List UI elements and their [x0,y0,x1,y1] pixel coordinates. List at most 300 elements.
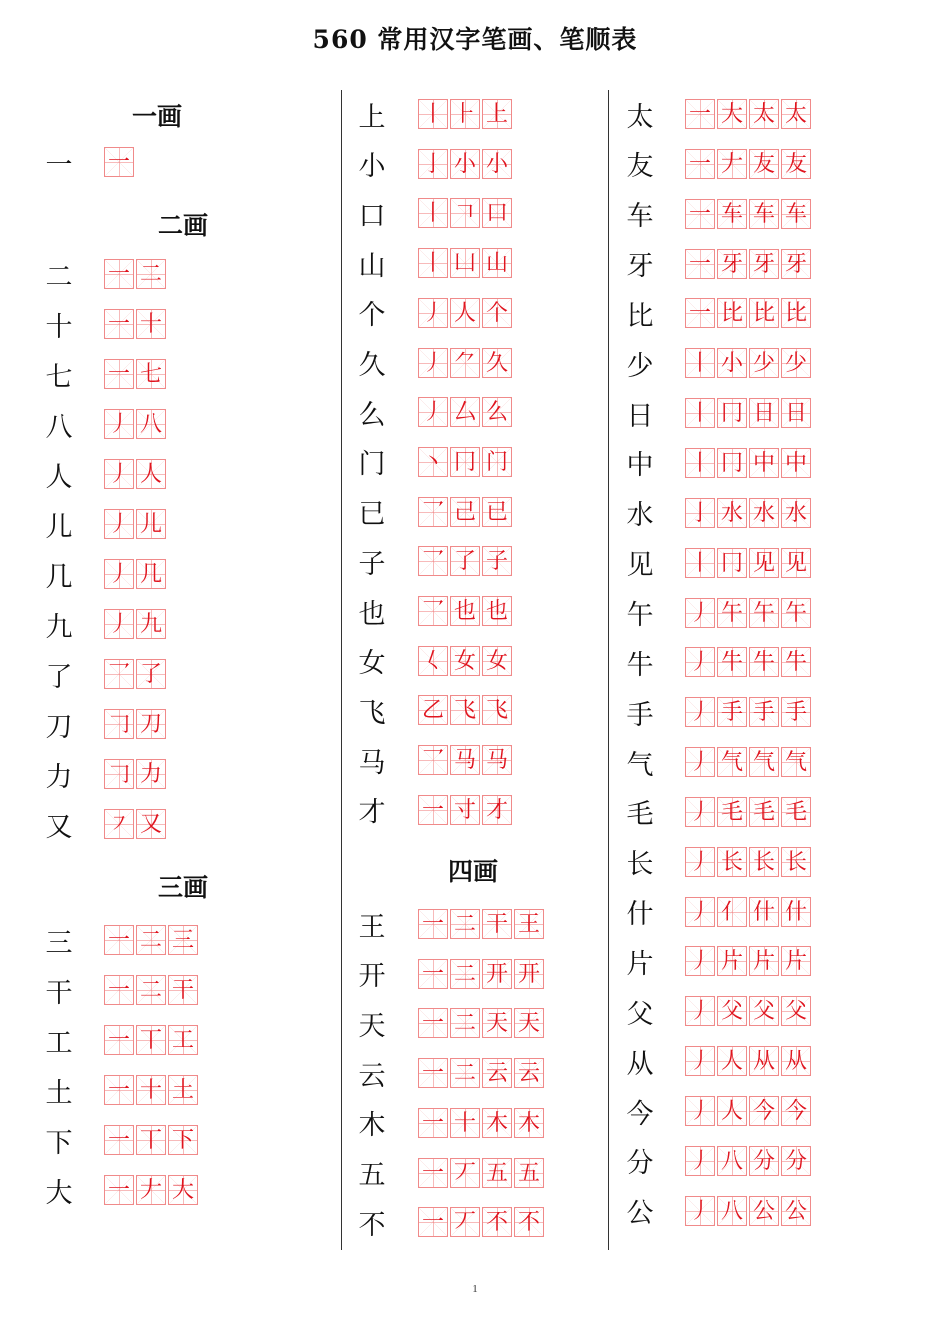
stroke-grid-box [104,1175,134,1205]
stroke-step-glyph: 二 [453,1061,476,1087]
stroke-step-glyph: 才 [485,797,508,823]
stroke-grid-box [450,497,480,527]
stroke-order-sequence [418,909,544,939]
stroke-grid-box [450,99,480,129]
stroke-step-glyph: 车 [720,201,743,227]
stroke-grid-box [781,348,811,378]
stroke-grid-box [418,1207,448,1237]
character-row [42,252,166,296]
stroke-step-glyph: 丨 [688,351,711,377]
hanzi-character: 口 [358,200,386,232]
character-row [355,390,512,434]
stroke-step-glyph: 又 [139,812,162,837]
stroke-grid-box [104,1025,134,1055]
stroke-grid-box [781,1046,811,1076]
stroke-grid-box [685,797,715,827]
hanzi-character: 子 [358,548,386,580]
stroke-grid-box [104,975,134,1005]
character-row [355,1151,544,1195]
stroke-grid-box [685,398,715,428]
stroke-grid-box [482,695,512,725]
stroke-step-glyph: 已 [485,499,508,525]
stroke-grid-box [450,1207,480,1237]
character-row [623,391,811,435]
stroke-step-glyph: 丶 [421,449,444,475]
stroke-grid-box [418,397,448,427]
stroke-grid-box [136,559,166,589]
hanzi-character: 马 [358,747,386,779]
character-row [42,502,166,546]
hanzi-character: 门 [358,449,386,481]
stroke-step-glyph: 午 [720,600,743,626]
character-row [623,341,811,385]
stroke-grid-box [717,149,747,179]
stroke-grid-box [104,459,134,489]
stroke-step-glyph: 一 [688,201,711,227]
stroke-step-glyph: 丿 [688,650,711,676]
stroke-order-sequence [685,697,811,727]
stroke-grid-box [482,497,512,527]
hanzi-character: 干 [45,977,73,1009]
stroke-step-glyph: 三 [171,928,194,953]
stroke-grid-box [136,1125,166,1155]
hanzi-character: 分 [626,1148,654,1180]
stroke-step-glyph: 丿 [107,412,130,437]
stroke-grid-box [418,248,448,278]
stroke-step-glyph: 中 [784,450,807,476]
stroke-step-glyph: 长 [784,849,807,875]
stroke-grid-box [104,709,134,739]
stroke-grid-box [749,996,779,1026]
stroke-step-glyph: 冂 [720,401,743,427]
stroke-grid-box [781,498,811,528]
stroke-grid-box [450,646,480,676]
stroke-step-glyph: 丿 [688,949,711,975]
character-row [623,1089,811,1133]
stroke-step-glyph: 午 [752,600,775,626]
stroke-order-sequence [418,298,512,328]
stroke-grid-box [418,447,448,477]
hanzi-character: 见 [626,550,654,582]
hanzi-character: 公 [626,1198,654,1230]
stroke-step-glyph: 气 [720,750,743,776]
stroke-step-glyph: 友 [752,151,775,177]
stroke-step-glyph: 女 [453,648,476,674]
hanzi-character: 手 [626,699,654,731]
stroke-step-glyph: 丿 [421,350,444,376]
stroke-step-glyph: 父 [720,999,743,1025]
stroke-step-glyph: 父 [752,999,775,1025]
hanzi-character: 了 [45,661,73,693]
stroke-grid-box [418,298,448,328]
stroke-order-sequence [104,759,166,789]
stroke-step-glyph: 牛 [752,650,775,676]
stroke-grid-box [717,348,747,378]
stroke-order-sequence [418,959,544,989]
stroke-step-glyph: 分 [784,1148,807,1174]
stroke-grid-box [749,1196,779,1226]
stroke-grid-box [781,99,811,129]
stroke-order-sequence [418,1058,544,1088]
stroke-order-sequence [418,596,512,626]
stroke-step-glyph: 亻 [720,899,743,925]
stroke-step-glyph: 开 [517,961,540,987]
stroke-grid-box [168,1125,198,1155]
stroke-step-glyph: 寸 [453,797,476,823]
stroke-grid-box [749,598,779,628]
stroke-grid-box [781,1196,811,1226]
stroke-order-sequence [104,359,166,389]
stroke-step-glyph: ⺈ [453,350,476,376]
stroke-step-glyph: 人 [720,1099,743,1124]
hanzi-character: 中 [626,450,654,482]
stroke-grid-box [781,847,811,877]
character-row [355,688,512,732]
stroke-step-glyph: 片 [752,949,775,975]
stroke-order-sequence [104,709,166,739]
stroke-grid-box [168,1075,198,1105]
stroke-grid-box [104,147,134,177]
stroke-grid-box [781,897,811,927]
hanzi-character: 才 [358,797,386,829]
stroke-step-glyph: 丿 [688,1099,711,1124]
stroke-grid-box [749,448,779,478]
stroke-step-glyph: 日 [752,401,775,427]
hanzi-character: 水 [626,500,654,532]
stroke-grid-box [514,1108,544,1138]
hanzi-character: 五 [358,1160,386,1191]
stroke-step-glyph: 乛 [421,748,444,774]
stroke-step-glyph: 什 [784,899,807,925]
stroke-step-glyph: 分 [752,1148,775,1174]
stroke-grid-box [685,448,715,478]
hanzi-character: 山 [358,250,386,282]
character-row [623,1189,811,1233]
stroke-step-glyph: 长 [752,849,775,875]
stroke-order-sequence [685,797,811,827]
hanzi-character: 从 [626,1048,654,1080]
character-row [42,1018,198,1062]
stroke-grid-box [136,925,166,955]
stroke-step-glyph: 公 [784,1198,807,1224]
stroke-grid-box [450,546,480,576]
stroke-order-sequence [104,409,166,439]
stroke-grid-box [104,559,134,589]
stroke-order-sequence [685,298,811,328]
stroke-step-glyph: 𡿨 [421,648,444,674]
stroke-step-glyph: 也 [453,599,476,624]
stroke-grid-box [685,348,715,378]
stroke-step-glyph: 丨 [421,102,444,127]
stroke-grid-box [104,759,134,789]
stroke-grid-box [685,946,715,976]
stroke-step-glyph: 一 [107,1028,130,1053]
stroke-grid-box [418,646,448,676]
stroke-order-sequence [104,925,198,955]
hanzi-character: 一 [45,149,73,181]
stroke-grid-box [685,897,715,927]
stroke-grid-box [136,409,166,439]
hanzi-character: 太 [626,101,654,133]
stroke-order-sequence [418,795,512,825]
character-row [42,1118,198,1162]
stroke-grid-box [136,459,166,489]
stroke-step-glyph: 比 [720,301,743,327]
stroke-grid-box [717,1046,747,1076]
stroke-step-glyph: 八 [139,412,162,437]
stroke-step-glyph: 乛 [421,549,444,575]
character-row [42,402,166,446]
stroke-grid-box [418,546,448,576]
stroke-grid-box [450,447,480,477]
hanzi-character: 牛 [626,649,654,681]
stroke-order-sequence [685,498,811,528]
stroke-order-sequence [418,149,512,179]
stroke-step-glyph: 𠃌 [107,712,130,737]
stroke-order-sequence [418,1008,544,1038]
stroke-grid-box [482,1108,512,1138]
hanzi-character: 女 [358,648,386,680]
stroke-step-glyph: 人 [139,462,162,487]
stroke-grid-box [749,199,779,229]
stroke-grid-box [514,1158,544,1188]
stroke-step-glyph: 从 [784,1049,807,1075]
stroke-step-glyph: 𠂇 [720,151,743,177]
hanzi-character: 三 [45,927,73,959]
hanzi-character: 天 [358,1010,386,1042]
stroke-step-glyph: 太 [784,102,807,127]
stroke-grid-box [482,1158,512,1188]
stroke-step-glyph: 子 [485,549,508,575]
stroke-step-glyph: 己 [453,499,476,525]
stroke-grid-box [104,359,134,389]
hanzi-character: 日 [626,400,654,432]
stroke-step-glyph: 五 [517,1160,540,1186]
stroke-grid-box [450,248,480,278]
stroke-step-glyph: 手 [784,700,807,726]
stroke-grid-box [781,398,811,428]
hanzi-character: 父 [626,998,654,1030]
stroke-step-glyph: 少 [784,351,807,377]
character-row [355,589,512,633]
stroke-step-glyph: 小 [453,151,476,177]
stroke-step-glyph: 五 [485,1160,508,1186]
stroke-step-glyph: 乙 [421,698,444,724]
stroke-grid-box [418,1158,448,1188]
stroke-grid-box [717,548,747,578]
hanzi-character: 车 [626,201,654,233]
stroke-step-glyph: 力 [139,762,162,787]
stroke-grid-box [136,709,166,739]
stroke-grid-box [514,1008,544,1038]
column-divider [608,90,609,1250]
stroke-grid-box [482,447,512,477]
stroke-step-glyph: 上 [485,102,508,127]
stroke-step-glyph: 十 [139,312,162,337]
character-row [623,740,811,784]
stroke-step-glyph: 丿 [688,849,711,875]
stroke-grid-box [514,959,544,989]
stroke-step-glyph: 丿 [688,750,711,776]
stroke-grid-box [418,909,448,939]
stroke-step-glyph: 丿 [688,1049,711,1075]
stroke-grid-box [450,1158,480,1188]
stroke-grid-box [482,149,512,179]
stroke-step-glyph: 冂 [453,449,476,475]
stroke-step-glyph: 小 [485,151,508,177]
stroke-grid-box [781,548,811,578]
hanzi-character: 云 [358,1060,386,1092]
character-row [42,968,198,1012]
stroke-grid-box [717,847,747,877]
stroke-grid-box [136,1075,166,1105]
character-row [355,440,512,484]
stroke-grid-box [104,659,134,689]
hanzi-character: 王 [358,911,386,943]
stroke-step-glyph: 丿 [688,799,711,825]
stroke-grid-box [749,797,779,827]
stroke-step-glyph: 亅 [688,500,711,526]
stroke-count-heading: 三画 [158,873,209,902]
character-row [42,918,198,962]
stroke-grid-box [717,1146,747,1176]
character-row [623,640,811,684]
stroke-step-glyph: 亅 [421,151,444,177]
stroke-grid-box [482,348,512,378]
stroke-grid-box [749,1096,779,1126]
stroke-order-sequence [418,745,512,775]
stroke-step-glyph: 丿 [421,300,444,326]
stroke-step-glyph: 人 [453,300,476,326]
stroke-step-glyph: 干 [171,978,194,1003]
character-row [42,140,134,184]
stroke-step-glyph: 牙 [784,251,807,277]
stroke-grid-box [717,996,747,1026]
stroke-grid-box [136,809,166,839]
stroke-step-glyph: 工 [171,1028,194,1053]
hanzi-character: 也 [358,598,386,630]
stroke-order-sequence [418,646,512,676]
stroke-step-glyph: 牙 [752,251,775,277]
stroke-step-glyph: 一 [421,1061,444,1087]
character-row [623,92,811,136]
stroke-grid-box [482,909,512,939]
stroke-step-glyph: 气 [752,750,775,776]
character-row [355,241,512,285]
stroke-order-sequence [685,348,811,378]
stroke-step-glyph: 个 [485,300,508,326]
stroke-step-glyph: 刀 [139,712,162,737]
character-row [623,790,811,834]
stroke-grid-box [685,199,715,229]
stroke-step-glyph: 毛 [720,799,743,825]
stroke-grid-box [749,348,779,378]
stroke-grid-box [450,298,480,328]
stroke-grid-box [136,1025,166,1055]
stroke-order-sequence [418,348,512,378]
stroke-grid-box [717,647,747,677]
stroke-order-sequence [685,448,811,478]
stroke-order-sequence [418,198,512,228]
stroke-grid-box [450,959,480,989]
stroke-step-glyph: 丅 [139,1028,162,1053]
stroke-order-sequence [104,309,166,339]
stroke-step-glyph: 比 [752,301,775,327]
stroke-grid-box [717,99,747,129]
stroke-grid-box [781,647,811,677]
stroke-grid-box [749,99,779,129]
stroke-grid-box [749,1046,779,1076]
hanzi-character: 二 [45,261,73,293]
hanzi-character: 片 [626,948,654,980]
stroke-step-glyph: 水 [752,500,775,526]
stroke-step-glyph: 马 [453,748,476,774]
stroke-step-glyph: 片 [720,949,743,975]
character-row [42,302,166,346]
stroke-grid-box [104,1075,134,1105]
character-row [623,491,811,535]
stroke-step-glyph: 一 [688,301,711,327]
stroke-grid-box [482,99,512,129]
stroke-grid-box [450,198,480,228]
stroke-step-glyph: 儿 [139,512,162,537]
hanzi-character: 午 [626,600,654,631]
stroke-grid-box [136,1175,166,1205]
stroke-grid-box [717,797,747,827]
hanzi-character: 么 [358,399,386,431]
stroke-grid-box [418,348,448,378]
stroke-grid-box [450,795,480,825]
stroke-step-glyph: 木 [485,1110,508,1136]
stroke-step-glyph: 丿 [107,562,130,587]
stroke-step-glyph: 几 [139,562,162,587]
stroke-step-glyph: 八 [720,1148,743,1174]
stroke-grid-box [136,359,166,389]
stroke-grid-box [749,847,779,877]
stroke-step-glyph: 丨 [421,201,444,227]
stroke-grid-box [450,1108,480,1138]
character-row [623,541,811,585]
character-row [623,441,811,485]
stroke-step-glyph: 丨 [421,251,444,277]
stroke-order-sequence [418,397,512,427]
stroke-grid-box [450,1058,480,1088]
stroke-grid-box [482,397,512,427]
stroke-step-glyph: 云 [517,1061,540,1087]
character-row [42,702,166,746]
stroke-step-glyph: 一 [107,312,130,337]
stroke-step-glyph: 二 [453,912,476,937]
stroke-grid-box [685,99,715,129]
stroke-order-sequence [685,1096,811,1126]
page-number: 1 [472,1283,478,1295]
stroke-grid-box [482,198,512,228]
stroke-grid-box [136,509,166,539]
stroke-step-glyph: 牙 [720,251,743,277]
stroke-grid-box [685,249,715,279]
stroke-step-glyph: 冂 [720,550,743,576]
stroke-grid-box [749,548,779,578]
stroke-grid-box [749,149,779,179]
stroke-order-sequence [418,1158,544,1188]
stroke-step-glyph: 丿 [107,612,130,637]
stroke-step-glyph: 丿 [688,700,711,726]
character-row [623,939,811,983]
stroke-step-glyph: 大 [171,1178,194,1203]
character-row [42,552,166,596]
stroke-step-glyph: 不 [517,1210,540,1236]
hanzi-character: 木 [358,1110,386,1142]
